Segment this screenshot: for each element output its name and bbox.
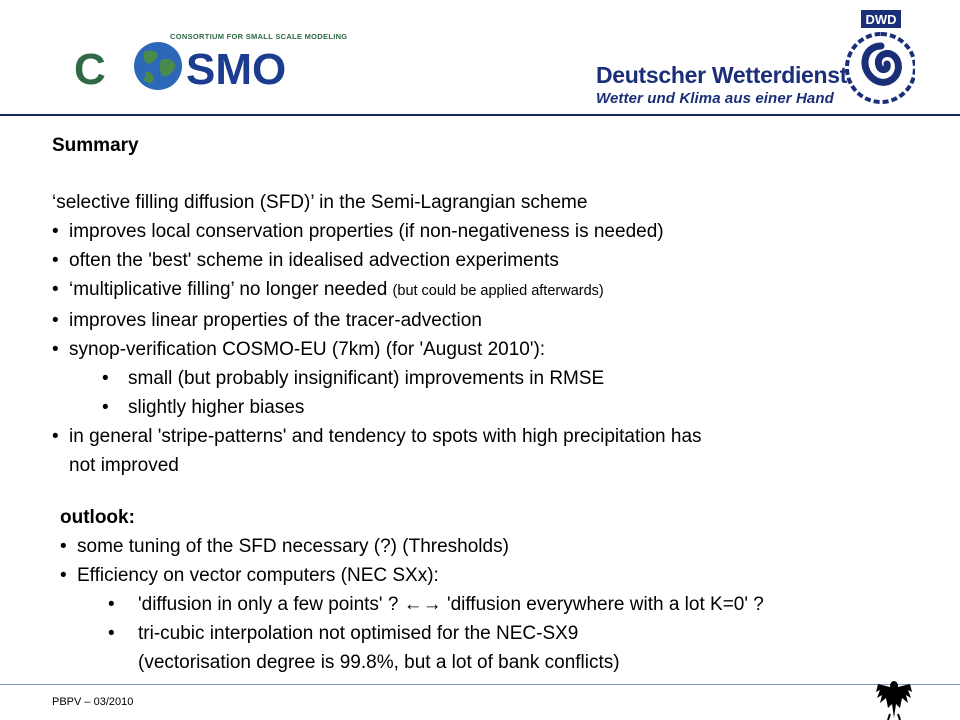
cosmo-tagline: CONSORTIUM FOR SMALL SCALE MODELING [170,32,348,41]
list-item-text: in general 'stripe-patterns' and tendency to spots with high precipitation has [69,426,702,447]
summary-heading: Summary [52,135,139,156]
sub-list-item-text: slightly higher biases [128,397,305,418]
bullet-icon: • [52,310,59,331]
list-item [52,275,702,306]
sub-list-container [52,364,702,422]
dwd-emblem-icon [845,10,915,110]
dwd-logo [590,10,920,115]
bullet-icon: • [102,368,109,389]
federal-eagle-icon [874,678,914,720]
cosmo-logo [66,28,348,92]
bullet-icon: • [108,623,115,644]
sub-list-item-text: tri-cubic interpolation not optimised for the NEC-SX9 [138,623,579,644]
outlook-list [60,532,764,677]
list-item [60,532,764,561]
dwd-name: Deutscher Wetterdienst [596,62,848,88]
list-item-text: improves local conservation properties (if non-negativeness is needed) [69,221,664,242]
dwd-emblem-label: DWD [865,12,897,27]
bullet-icon: • [102,397,109,418]
sub-list-item [60,619,764,648]
summary-list [52,217,702,480]
cosmo-wordmark [66,40,306,92]
list-item-note: (but could be applied afterwards) [392,283,604,299]
bullet-icon: • [108,594,115,615]
list-item [52,306,702,335]
cosmo-letter-c: C [74,45,106,92]
sub-list-item-text: 'diffusion in only a few points' ? ←→ 'diffusion everywhere with a lot K=0' ? [138,594,764,615]
sub-list-item [52,393,702,422]
bullet-icon: • [52,339,59,360]
list-item-text: often the 'best' scheme in idealised advection experiments [69,250,559,271]
header-divider [0,114,960,116]
list-item [52,422,702,451]
list-item [52,246,702,275]
list-item [52,217,702,246]
dwd-tagline: Wetter und Klima aus einer Hand [596,90,834,107]
verification-sub-list [52,364,702,422]
list-item-text: some tuning of the SFD necessary (?) (Thresholds) [77,536,509,557]
bullet-icon: • [52,221,59,242]
sub-list-item [52,364,702,393]
bullet-icon: • [60,536,67,557]
outlook-heading: outlook: [60,507,135,528]
list-item [52,335,702,364]
list-item-text: ‘multiplicative filling’ no longer needed [69,279,388,300]
bullet-icon: • [52,426,59,447]
footer-divider [0,684,960,685]
bullet-icon: • [60,565,67,586]
list-item [60,561,764,590]
sub-list-item [60,590,764,619]
list-item-text: synop-verification COSMO-EU (7km) (for 'August 2010'): [69,339,546,360]
sfd-intro: ‘selective filling diffusion (SFD)’ in the Semi-Lagrangian scheme [52,192,588,213]
list-item-text: improves linear properties of the tracer-advection [69,310,482,331]
footer-label: PBPV – 03/2010 [52,696,134,708]
bullet-icon: • [52,279,59,300]
list-item-continuation: not improved [69,455,179,476]
cosmo-letters-smo: SMO [186,45,287,92]
sub-list-item-continuation: (vectorisation degree is 99.8%, but a lot of bank conflicts) [138,652,620,673]
bullet-icon: • [52,250,59,271]
sub-list-item-text: small (but probably insignificant) improvements in RMSE [128,368,605,389]
list-item-text: Efficiency on vector computers (NEC SXx): [77,565,439,586]
